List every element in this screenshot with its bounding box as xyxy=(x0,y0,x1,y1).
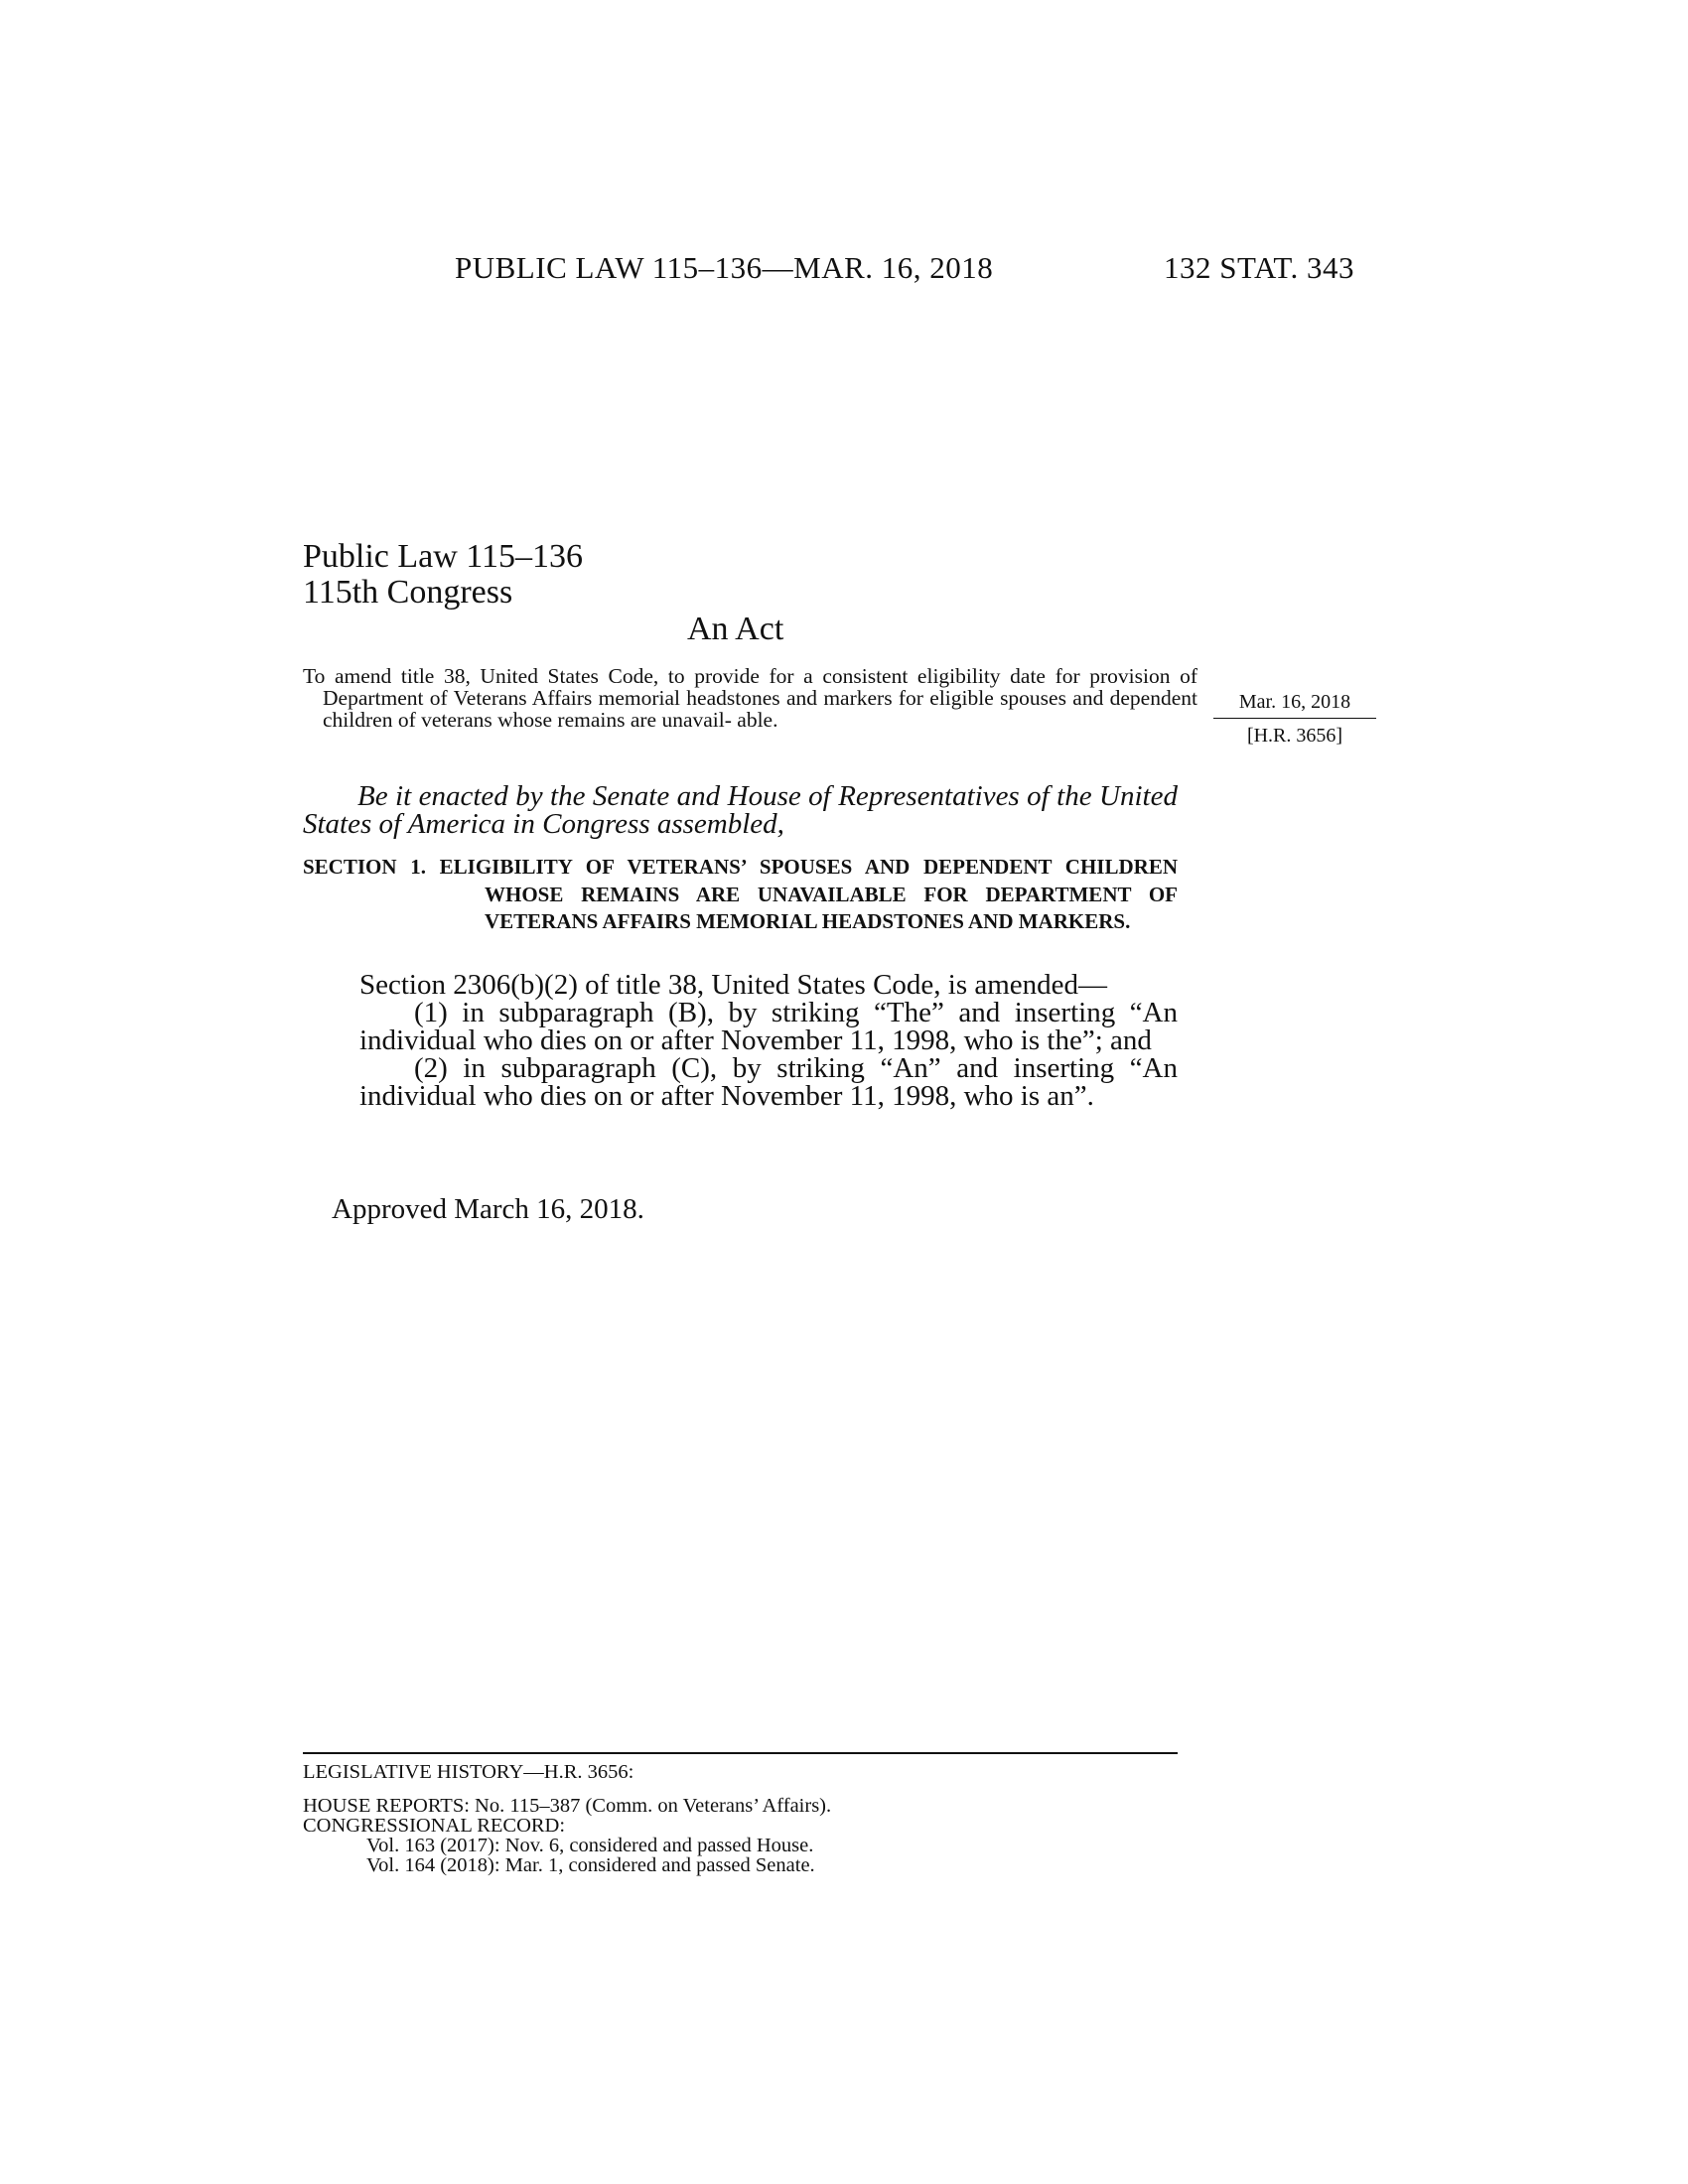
record-entry: Vol. 163 (2017): Nov. 6, considered and passed House. xyxy=(366,1835,814,1856)
margin-note xyxy=(1213,691,1376,748)
section-heading: SECTION 1. ELIGIBILITY OF VETERANS’ SPOUSES AND DEPENDENT CHILDREN WHOSE REMAINS ARE UNAVAILABLE FOR DEPARTMENT OF VETERANS AFFAIRS MEMORIAL HEADSTONES AND MARKERS. xyxy=(303,855,1178,933)
enacting-clause: Be it enacted by the Senate and House of Representatives of the United States of America in Congress assembled, xyxy=(303,780,1178,840)
act-heading: An Act xyxy=(687,611,784,647)
approval-date: Approved March 16, 2018. xyxy=(332,1193,644,1225)
section-intro: Section 2306(b)(2) of title 38, United States Code, is amended— xyxy=(359,969,1108,1001)
long-title: To amend title 38, United States Code, to provide for a consistent eligibility date for provision of Department of Veterans Affairs memorial headstones and markers for eligible spouses and dependent children of veterans whose remains are unavail- able. xyxy=(303,664,1197,732)
congressional-record-label: CONGRESSIONAL RECORD: xyxy=(303,1815,566,1837)
record-entry: Vol. 164 (2018): Mar. 1, considered and passed Senate. xyxy=(366,1854,815,1876)
section-body xyxy=(359,971,1178,1110)
congress-line: 115th Congress xyxy=(303,574,513,611)
margin-note-bill-number: [H.R. 3656] xyxy=(1246,725,1343,747)
legislative-history xyxy=(303,1762,831,1875)
margin-note-date: Mar. 16, 2018 xyxy=(1213,691,1376,719)
paragraph-2: (2) in subparagraph (C), by striking “An” and inserting “An individual who dies on or after November 11, 1998, who is an”. xyxy=(359,1052,1178,1112)
law-title: Public Law 115–136 xyxy=(303,538,584,575)
history-divider xyxy=(303,1752,1178,1754)
running-header-page-citation: 132 STAT. 343 xyxy=(1164,250,1355,285)
paragraph-1: (1) in subparagraph (B), by striking “The” and inserting “An individual who dies on or after November 11, 1998, who is the”; and xyxy=(359,997,1178,1056)
running-header-left: PUBLIC LAW 115–136—MAR. 16, 2018 xyxy=(455,250,994,285)
legislative-history-heading: LEGISLATIVE HISTORY—H.R. 3656: xyxy=(303,1761,634,1783)
house-reports: HOUSE REPORTS: No. 115–387 (Comm. on Veterans’ Affairs). xyxy=(303,1795,832,1817)
